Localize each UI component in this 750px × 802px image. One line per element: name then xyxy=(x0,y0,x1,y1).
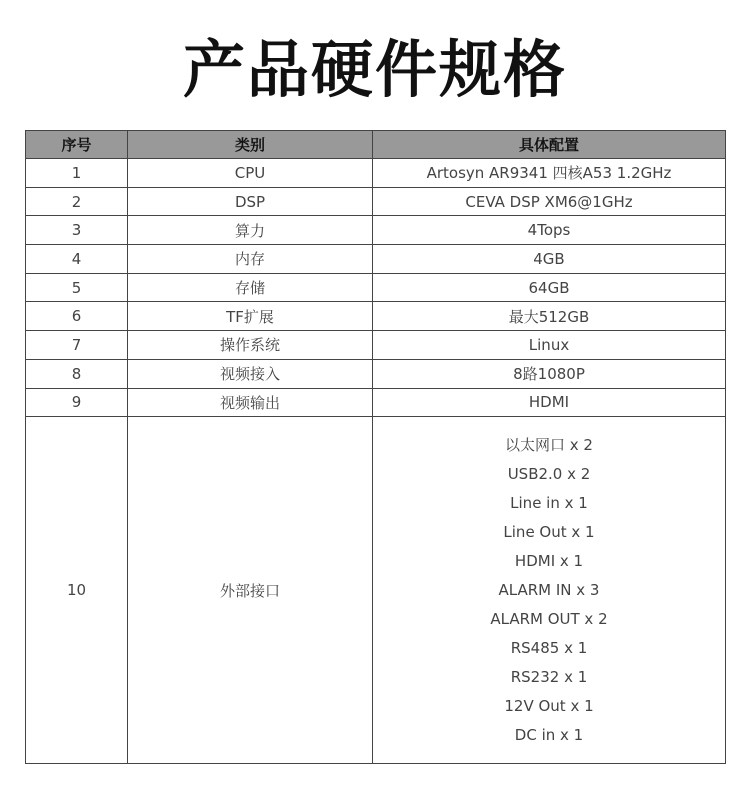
row-config: 8路1080P xyxy=(373,359,726,388)
row-config: Artosyn AR9341 四核A53 1.2GHz xyxy=(373,159,726,188)
row-config: CEVA DSP XM6@1GHz xyxy=(373,187,726,216)
table-row xyxy=(26,245,726,274)
row-category: 视频输出 xyxy=(128,388,373,417)
list-item: HDMI x 1 xyxy=(514,551,584,570)
row-category: 算力 xyxy=(128,216,373,245)
header-category: 类别 xyxy=(128,131,373,159)
page-title: 产品硬件规格 xyxy=(182,33,567,106)
table-row xyxy=(26,302,726,331)
table-row xyxy=(26,216,726,245)
row-config: HDMI xyxy=(373,388,726,417)
row-category: 视频接入 xyxy=(128,359,373,388)
list-item: Line Out x 1 xyxy=(503,522,595,541)
table-row xyxy=(26,187,726,216)
row-no: 8 xyxy=(26,359,128,388)
table-row xyxy=(26,273,726,302)
row-config: 4Tops xyxy=(373,216,726,245)
row-no: 1 xyxy=(26,159,128,188)
list-item: ALARM OUT x 2 xyxy=(490,609,608,628)
row-category: 外部接口 xyxy=(128,417,373,764)
interfaces-list xyxy=(373,431,725,750)
interfaces-row xyxy=(26,417,726,764)
row-no: 9 xyxy=(26,388,128,417)
list-item: RS232 x 1 xyxy=(510,667,588,686)
row-config: 最大512GB xyxy=(373,302,726,331)
row-category: DSP xyxy=(128,187,373,216)
list-item: ALARM IN x 3 xyxy=(498,580,600,599)
spec-table xyxy=(25,130,726,764)
row-no: 7 xyxy=(26,331,128,360)
row-category: CPU xyxy=(128,159,373,188)
table-row xyxy=(26,388,726,417)
list-item: RS485 x 1 xyxy=(510,638,588,657)
interfaces-config xyxy=(373,417,726,764)
table-row xyxy=(26,359,726,388)
row-no: 6 xyxy=(26,302,128,331)
table-row xyxy=(26,159,726,188)
header-row xyxy=(26,131,726,159)
row-category: 内存 xyxy=(128,245,373,274)
list-item: DC in x 1 xyxy=(514,725,584,744)
list-item: 以太网口 x 2 xyxy=(505,435,593,454)
row-no: 5 xyxy=(26,273,128,302)
header-no: 序号 xyxy=(26,131,128,159)
row-config: Linux xyxy=(373,331,726,360)
row-no: 10 xyxy=(26,417,128,764)
list-item: Line in x 1 xyxy=(510,493,588,512)
row-no: 3 xyxy=(26,216,128,245)
row-category: TF扩展 xyxy=(128,302,373,331)
row-config: 4GB xyxy=(373,245,726,274)
list-item: USB2.0 x 2 xyxy=(507,464,591,483)
row-config: 64GB xyxy=(373,273,726,302)
row-category: 存储 xyxy=(128,273,373,302)
header-config: 具体配置 xyxy=(373,131,726,159)
table-row xyxy=(26,331,726,360)
row-category: 操作系统 xyxy=(128,331,373,360)
row-no: 2 xyxy=(26,187,128,216)
list-item: 12V Out x 1 xyxy=(504,696,594,715)
row-no: 4 xyxy=(26,245,128,274)
